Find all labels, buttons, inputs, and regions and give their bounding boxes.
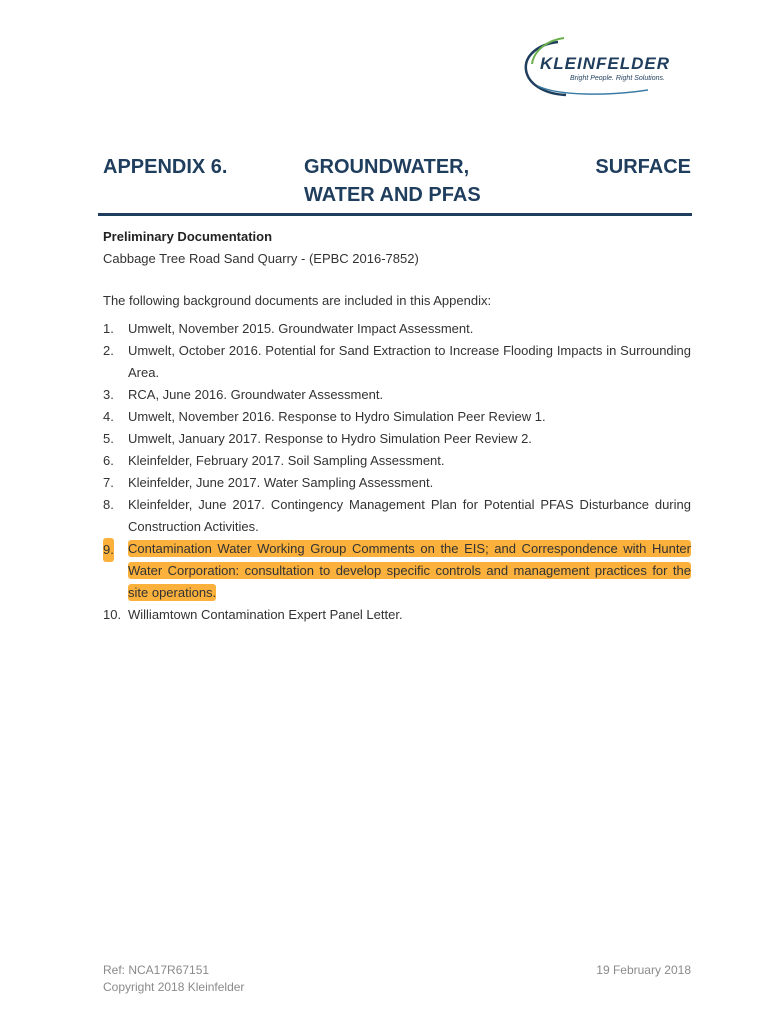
list-item — [103, 450, 691, 472]
intro-text: The following background documents are included in this Appendix: — [103, 293, 492, 308]
list-item — [103, 340, 691, 384]
list-item-number: 7. — [103, 475, 114, 490]
list-item-text: RCA, June 2016. Groundwater Assessment. — [128, 387, 384, 402]
list-item-number: 1. — [103, 321, 114, 336]
list-item — [103, 428, 691, 450]
list-item-text: Umwelt, January 2017. Response to Hydro Simulation Peer Review 2. — [128, 431, 532, 446]
list-item — [103, 384, 691, 406]
list-item-number: 4. — [103, 409, 114, 424]
appendix-heading — [103, 152, 691, 212]
list-item-text: Kleinfelder, June 2017. Water Sampling Assessment. — [128, 475, 434, 490]
list-item-text: Williamtown Contamination Expert Panel Letter. — [128, 607, 403, 622]
footer-reference: Ref: NCA17R67151 — [103, 963, 210, 977]
list-item-number: 6. — [103, 453, 114, 468]
list-item-text: Umwelt, November 2015. Groundwater Impact Assessment. — [128, 321, 474, 336]
list-item-number: 5. — [103, 431, 114, 446]
section-subheading: Preliminary Documentation — [103, 229, 273, 244]
list-item-number: 2. — [103, 343, 114, 358]
footer-date: 19 February 2018 — [596, 963, 691, 977]
appendix-title-line1-right: SURFACE — [595, 156, 691, 178]
list-item-number: 10. — [103, 607, 122, 622]
appendix-title-line1-left: GROUNDWATER, — [304, 156, 470, 178]
list-item-number: 9. — [103, 538, 114, 562]
kleinfelder-logo — [518, 34, 696, 98]
list-item-text: Umwelt, October 2016. Potential for Sand Extraction to Increase Flooding Impacts in Surrounding Area. — [128, 343, 691, 380]
logo-tagline: Bright People. Right Solutions. — [570, 75, 665, 82]
list-item — [103, 604, 691, 626]
list-item — [103, 494, 691, 538]
list-item-text: Umwelt, November 2016. Response to Hydro Simulation Peer Review 1. — [128, 409, 546, 424]
list-item — [103, 472, 691, 494]
list-item-text: Kleinfelder, June 2017. Contingency Management Plan for Potential PFAS Disturbance during Construction Activities. — [128, 497, 691, 534]
heading-divider — [98, 213, 692, 216]
appendix-title-line2: WATER AND PFAS — [304, 184, 481, 206]
logo-name: KLEINFELDER — [540, 54, 670, 73]
project-name: Cabbage Tree Road Sand Quarry - (EPBC 2016-7852) — [103, 251, 419, 266]
list-item-number: 8. — [103, 497, 114, 512]
list-item-text: Kleinfelder, February 2017. Soil Sampling Assessment. — [128, 453, 445, 468]
list-item-text: Contamination Water Working Group Comments on the EIS; and Correspondence with Hunter Water Corporation: consultation to develop specific controls and management practices for the site operations. — [128, 541, 691, 600]
list-item — [103, 318, 691, 340]
list-item-number: 3. — [103, 387, 114, 402]
document-list — [103, 318, 691, 626]
appendix-number: APPENDIX 6. — [103, 156, 228, 178]
list-item — [103, 406, 691, 428]
list-item-highlighted — [103, 538, 691, 604]
page-footer — [103, 962, 691, 996]
footer-copyright: Copyright 2018 Kleinfelder — [103, 980, 245, 994]
